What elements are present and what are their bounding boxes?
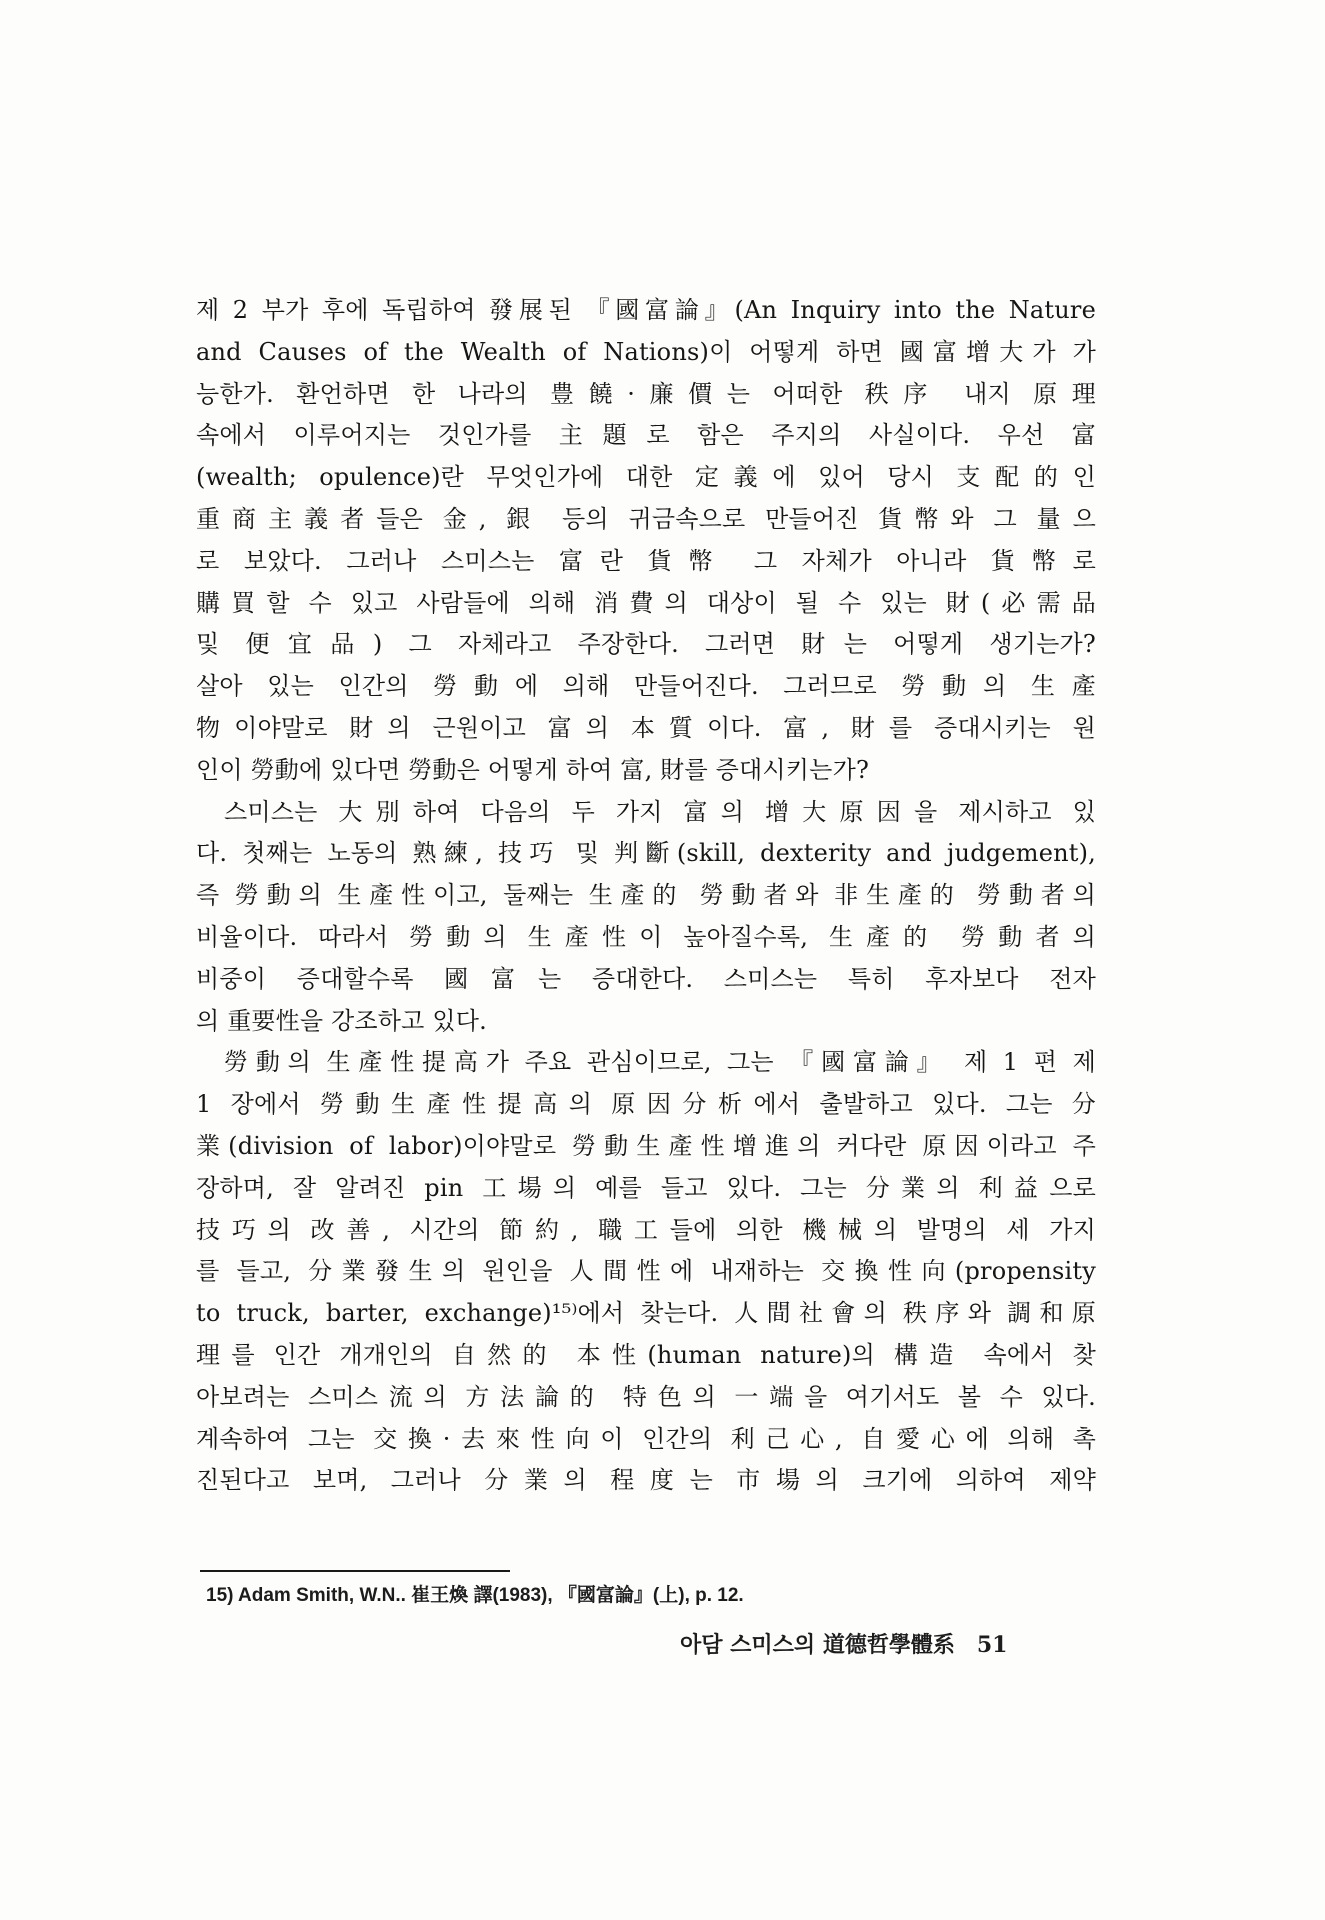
text-line: 1 장에서 勞動生產性提高의 原因分析에서 출발하고 있다. 그는 分 — [196, 1090, 1096, 1119]
text-line: 인이 勞動에 있다면 勞動은 어떻게 하여 富, 財를 증대시키는가? — [196, 755, 870, 784]
text-line: 스미스는 大別하여 다음의 두 가지 富의 增大原因을 제시하고 있 — [224, 797, 1096, 826]
text-line: 다. 첫째는 노동의 熟練, 技巧 및 判斷(skill, dexterity and judgement), — [196, 839, 1096, 868]
text-line: 계속하여 그는 交換·去來性向이 인간의 利己心, 自愛心에 의해 촉 — [196, 1424, 1096, 1453]
text-line: 物이야말로 財의 근원이고 富의 本質이다. 富, 財를 증대시키는 원 — [196, 713, 1096, 742]
text-line: 아보려는 스미스流의 方法論的 特色의 一端을 여기서도 볼 수 있다. — [196, 1382, 1096, 1411]
body-text — [196, 290, 1096, 1502]
text-line: 능한가. 환언하면 한 나라의 豊饒·廉價는 어떠한 秩序 내지 原理 — [196, 379, 1096, 408]
footnote-divider — [200, 1570, 510, 1572]
text-line: 속에서 이루어지는 것인가를 主題로 함은 주지의 사실이다. 우선 富 — [196, 421, 1096, 450]
text-line: 技巧의 改善, 시간의 節約, 職工들에 의한 機械의 발명의 세 가지 — [196, 1215, 1096, 1244]
text-line: 를 들고, 分業發生의 원인을 人間性에 내재하는 交換性向(propensity — [196, 1257, 1096, 1286]
text-line: and Causes of the Wealth of Nations)이 어떻게 하면 國富增大가 가 — [196, 337, 1096, 366]
footnote: 15) Adam Smith, W.N.. 崔王煥 譯(1983), 『國富論』(上), p. 12. — [206, 1585, 744, 1606]
text-line: 진된다고 보며, 그러나 分業의 程度는 市場의 크기에 의하여 제약 — [196, 1466, 1096, 1495]
text-line: 비율이다. 따라서 勞動의 生產性이 높아질수록, 生產的 勞動者의 — [196, 922, 1096, 951]
text-line: 購買할 수 있고 사람들에 의해 消費의 대상이 될 수 있는 財(必需品 — [196, 588, 1096, 617]
text-line: 의 重要性을 강조하고 있다. — [196, 1006, 487, 1035]
text-line: to truck, barter, exchange)¹⁵⁾에서 찾는다. 人間社會의 秩序와 調和原 — [196, 1299, 1096, 1328]
text-line: 비중이 증대할수록 國富는 증대한다. 스미스는 특히 후자보다 전자 — [196, 964, 1096, 993]
text-line: 즉 勞動의 生產性이고, 둘째는 生產的 勞動者와 非生產的 勞動者의 — [196, 881, 1096, 910]
text-line: 로 보았다. 그러나 스미스는 富란 貨幣 그 자체가 아니라 貨幣로 — [196, 546, 1096, 575]
text-line: (wealth; opulence)란 무엇인가에 대한 定義에 있어 당시 支配的인 — [196, 463, 1096, 492]
running-footer — [680, 1628, 1007, 1659]
text-line: 理를 인간 개개인의 自然的 本性(human nature)의 構造 속에서 찾 — [196, 1340, 1096, 1369]
text-line: 勞動의 生產性提高가 주요 관심이므로, 그는 『國富論』 제 1 편 제 — [224, 1048, 1096, 1077]
text-line: 제 2 부가 후에 독립하여 發展된 『國富論』(An Inquiry into the Nature — [196, 296, 1096, 324]
text-line: 및 便宜品) 그 자체라고 주장한다. 그러면 財는 어떻게 생기는가? — [196, 630, 1096, 659]
text-line: 장하며, 잘 알려진 pin 工場의 예를 들고 있다. 그는 分業의 利益으로 — [196, 1173, 1096, 1202]
text-line: 살아 있는 인간의 勞動에 의해 만들어진다. 그러므로 勞動의 生產 — [196, 672, 1096, 701]
page-number: 51 — [976, 1632, 1008, 1658]
text-line: 業(division of labor)이야말로 勞動生產性增進의 커다란 原因이라고 주 — [196, 1131, 1096, 1160]
footer-title: 아담 스미스의 道德哲學體系 — [680, 1632, 955, 1658]
text-line: 重商主義者들은 金, 銀 등의 귀금속으로 만들어진 貨幣와 그 量으 — [196, 504, 1096, 533]
